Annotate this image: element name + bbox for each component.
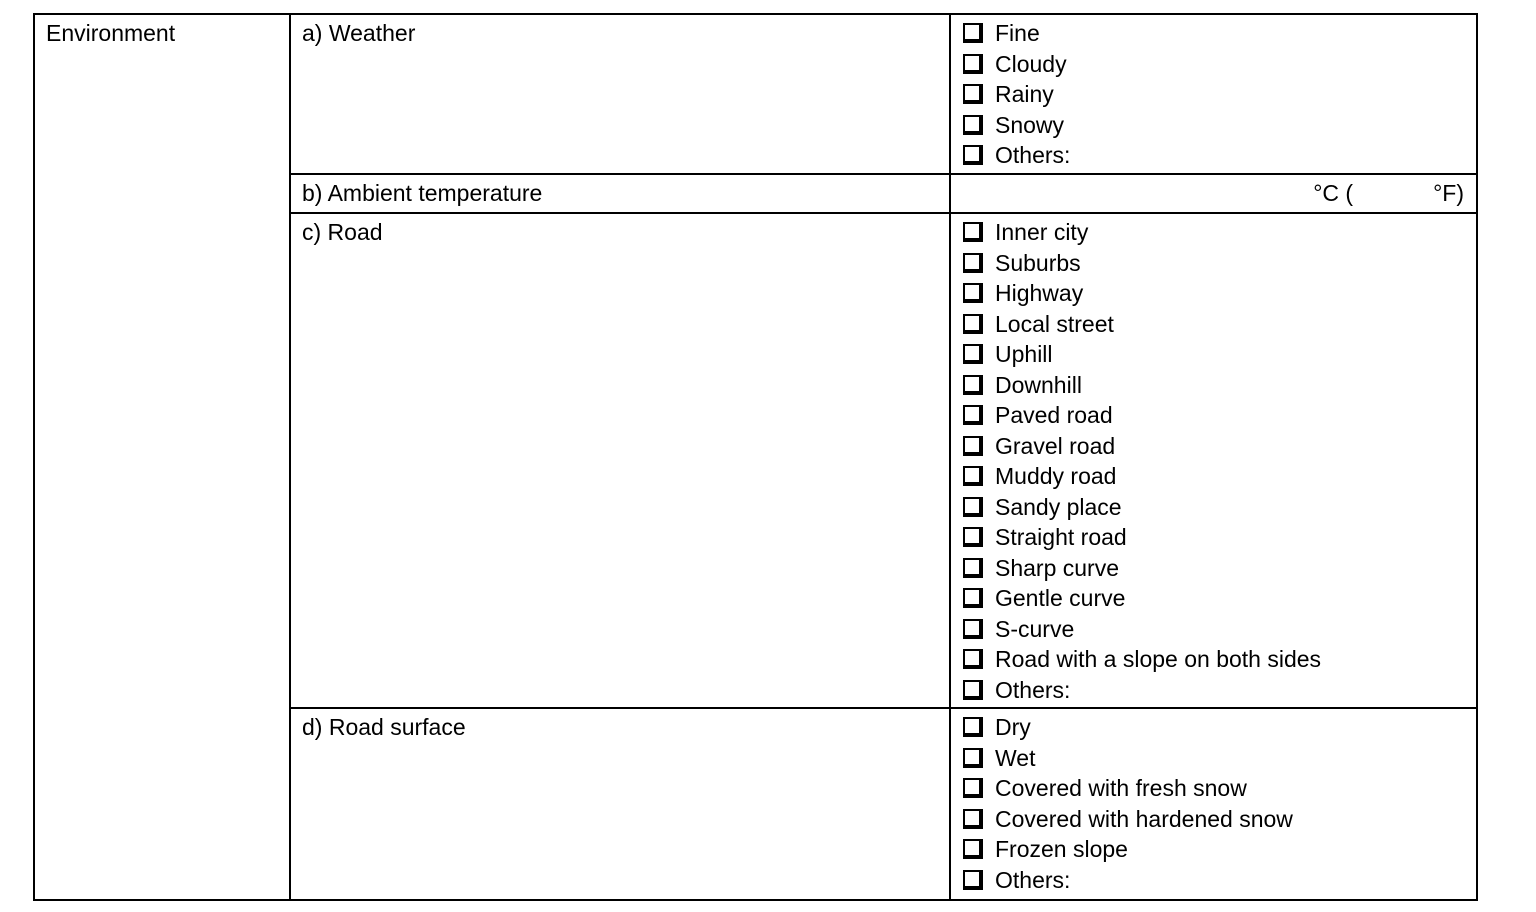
temperature-input-cell[interactable] [950,174,1477,213]
checkbox[interactable] [963,84,983,104]
checkbox-label: Muddy road [995,463,1117,489]
checkbox-label: Wet [995,744,1036,771]
environment-form-table [33,13,1478,901]
checkbox-option[interactable] [963,79,1476,110]
checkbox-option[interactable] [963,339,1476,370]
road-surface-label: d) Road surface [302,714,466,740]
checkbox-label: Dry [995,714,1031,740]
weather-options [951,15,1476,171]
checkbox-option[interactable] [963,644,1476,675]
checkbox-label: Frozen slope [995,836,1128,862]
checkbox[interactable] [963,54,983,74]
checkbox[interactable] [963,145,983,165]
checkbox[interactable] [963,778,983,798]
checkbox-option[interactable] [963,248,1476,279]
checkbox[interactable] [963,558,983,578]
checkbox[interactable] [963,839,983,859]
section-label-cell [34,14,290,900]
checkbox-label: Gentle curve [995,585,1126,611]
checkbox-label: Others: [995,866,1071,893]
checkbox[interactable] [963,619,983,639]
checkbox-label: Inner city [995,219,1089,245]
checkbox[interactable] [963,809,983,829]
checkbox-option[interactable] [963,614,1476,645]
checkbox-option[interactable] [963,553,1476,584]
checkbox-label: Others: [995,676,1071,703]
checkbox-option[interactable] [963,675,1476,706]
celsius-unit: °C ( [1313,180,1354,206]
temperature-units [951,178,1464,209]
checkbox[interactable] [963,649,983,669]
road-options-cell [950,213,1477,708]
checkbox-option[interactable] [963,370,1476,401]
checkbox-label: Covered with hardened snow [995,805,1293,832]
checkbox[interactable] [963,748,983,768]
temperature-label: b) Ambient temperature [302,180,543,206]
checkbox[interactable] [963,717,983,737]
checkbox[interactable] [963,375,983,395]
checkbox-label: Sandy place [995,493,1122,520]
checkbox-label: Downhill [995,371,1082,398]
checkbox-label: Uphill [995,341,1053,367]
road-label-cell [290,213,950,708]
checkbox[interactable] [963,253,983,273]
checkbox-label: Highway [995,280,1084,306]
road-surface-options [951,709,1476,895]
road-surface-label-cell [290,708,950,900]
checkbox-label: Cloudy [995,50,1067,77]
checkbox-option[interactable] [963,773,1476,804]
checkbox[interactable] [963,222,983,242]
checkbox-option[interactable] [963,712,1476,743]
checkbox-label: Road with a slope on both sides [995,646,1322,672]
checkbox-option[interactable] [963,865,1476,896]
road-surface-options-cell [950,708,1477,900]
checkbox-label: Sharp curve [995,554,1120,581]
checkbox-option[interactable] [963,804,1476,835]
checkbox-option[interactable] [963,217,1476,248]
checkbox-option[interactable] [963,49,1476,80]
fahrenheit-unit: °F) [1433,180,1464,206]
checkbox-label: Paved road [995,402,1113,428]
checkbox[interactable] [963,405,983,425]
checkbox-label: S-curve [995,615,1075,642]
checkbox[interactable] [963,497,983,517]
checkbox[interactable] [963,344,983,364]
checkbox[interactable] [963,115,983,135]
weather-label-cell [290,14,950,174]
checkbox[interactable] [963,527,983,547]
checkbox-label: Gravel road [995,432,1116,459]
checkbox[interactable] [963,588,983,608]
checkbox-label: Rainy [995,81,1054,107]
checkbox[interactable] [963,23,983,43]
temperature-label-cell [290,174,950,213]
checkbox-option[interactable] [963,522,1476,553]
checkbox[interactable] [963,870,983,890]
checkbox-option[interactable] [963,309,1476,340]
checkbox-label: Local street [995,310,1114,337]
weather-label: a) Weather [302,20,416,46]
checkbox-option[interactable] [963,743,1476,774]
weather-options-cell [950,14,1477,174]
checkbox-label: Snowy [995,111,1065,138]
checkbox-option[interactable] [963,18,1476,49]
checkbox-option[interactable] [963,110,1476,141]
checkbox-label: Suburbs [995,249,1081,276]
checkbox[interactable] [963,314,983,334]
road-label: c) Road [302,219,383,245]
checkbox-option[interactable] [963,140,1476,171]
checkbox-option[interactable] [963,834,1476,865]
checkbox-option[interactable] [963,461,1476,492]
checkbox-option[interactable] [963,431,1476,462]
checkbox-option[interactable] [963,278,1476,309]
checkbox[interactable] [963,680,983,700]
road-options [951,214,1476,705]
checkbox[interactable] [963,283,983,303]
checkbox-label: Straight road [995,524,1127,550]
section-label: Environment [46,20,176,46]
checkbox-label: Others: [995,142,1071,168]
checkbox-option[interactable] [963,492,1476,523]
checkbox[interactable] [963,436,983,456]
fahrenheit-blank[interactable] [1353,178,1433,209]
checkbox-option[interactable] [963,400,1476,431]
checkbox-label: Fine [995,20,1040,46]
weather-row [34,14,1477,174]
checkbox[interactable] [963,466,983,486]
checkbox-label: Covered with fresh snow [995,775,1247,801]
checkbox-option[interactable] [963,583,1476,614]
